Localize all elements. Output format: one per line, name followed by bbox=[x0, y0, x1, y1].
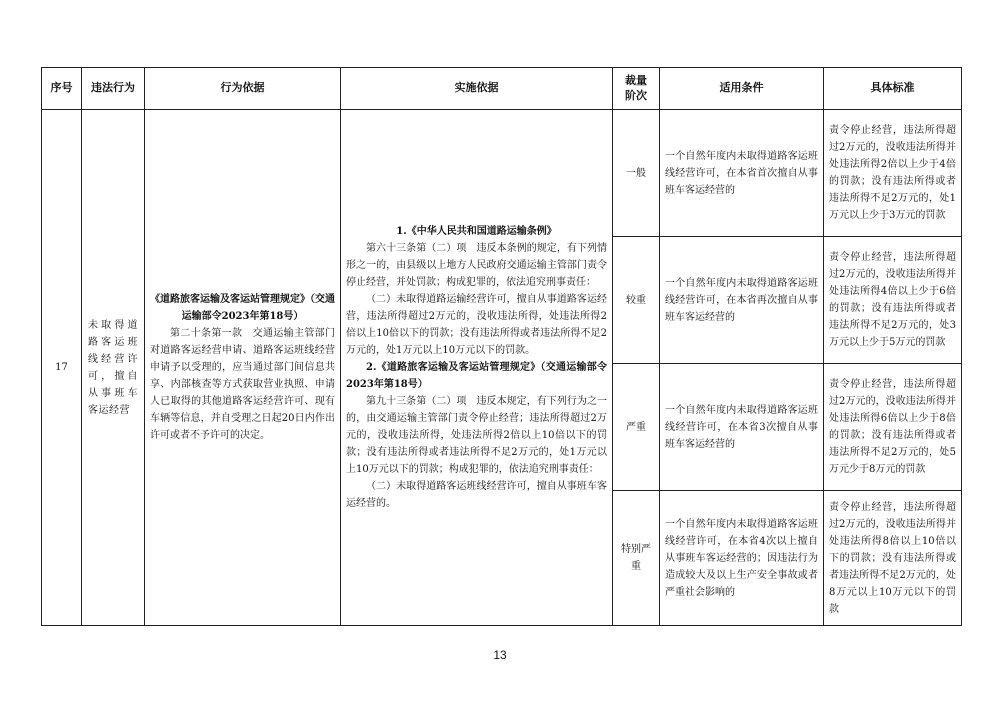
page-number: 13 bbox=[493, 648, 507, 662]
level-cell: 严重 bbox=[613, 364, 660, 491]
condition-cell: 一个自然年度内未取得道路客运班线经营许可，在本省4次以上擅自从事班车客运经营的；因违法行为造成较大及以上生产安全事故或者严重社会影响的 bbox=[660, 491, 824, 626]
header-level bbox=[613, 68, 660, 110]
header-standard: 具体标准 bbox=[824, 68, 962, 110]
level-cell: 一般 bbox=[613, 110, 660, 237]
condition-cell: 一个自然年度内未取得道路客运班线经营许可，在本省首次擅自从事班车客运经营的 bbox=[660, 110, 824, 237]
condition-cell: 一个自然年度内未取得道路客运班线经营许可，在本省3次擅自从事班车客运经营的 bbox=[660, 364, 824, 491]
impl-title-1: 1.《中华人民共和国道路运输条例》 bbox=[396, 226, 557, 237]
standard-cell: 责令停止经营，违法所得超过2万元的，没收违法所得并处违法所得6倍以上少于8倍的罚款；没有违法所得或者违法所得不足2万元的，处5万元少于8万元的罚款 bbox=[824, 364, 962, 491]
row-basis bbox=[145, 110, 341, 626]
table-header-row bbox=[42, 68, 962, 110]
row-number: 17 bbox=[42, 110, 82, 626]
standard-cell: 责令停止经营，违法所得超过2万元的，没收违法所得并处违法所得2倍以上少于4倍的罚款；没有违法所得或者违法所得不足2万元的，处1万元以上少于3万元的罚款 bbox=[824, 110, 962, 237]
level-cell: 较重 bbox=[613, 237, 660, 364]
basis-text: 第二十条第一款 交通运输主管部门对道路客运经营申请、道路客运班线经营申请予以受理的，应当通过部门间信息共享、内部核查等方式获取营业执照、申请人已取得的其他道路客运经营许可、现有车辆等信息，并自受理之日起20日内作出许可或者不予许可的决定。 bbox=[150, 328, 335, 441]
header-number: 序号 bbox=[42, 68, 82, 110]
header-violation: 违法行为 bbox=[82, 68, 145, 110]
header-condition: 适用条件 bbox=[660, 68, 824, 110]
impl-text-4: （二）未取得道路客运班线经营许可，擅自从事班车客运经营的。 bbox=[346, 481, 607, 509]
header-level-line2: 阶次 bbox=[625, 88, 647, 102]
header-implementation: 实施依据 bbox=[341, 68, 613, 110]
standard-cell: 责令停止经营，违法所得超过2万元的，没收违法所得并处违法所得8倍以上10倍以下的罚款；没有违法所得或者违法所得不足2万元的，处8万元以上10万元以下的罚款 bbox=[824, 491, 962, 626]
enforcement-table bbox=[41, 67, 962, 626]
row-violation: 未取得道路客运班线经营许可，擅自从事班车客运经营 bbox=[82, 110, 145, 626]
basis-title: 《道路旅客运输及客运站管理规定》（交通运输部令2023年第18号） bbox=[150, 294, 335, 322]
impl-text-1: 第六十三条第（二）项 违反本条例的规定，有下列情形之一的，由县级以上地方人民政府交通运输主管部门责令停止经营，并处罚款；构成犯罪的，依法追究刑事责任： bbox=[346, 243, 607, 288]
impl-text-2: （二）未取得道路运输经营许可，擅自从事道路客运经营，违法所得超过2万元的，没收违法所得，处违法所得2倍以上10倍以下的罚款；没有违法所得或者违法所得不足2万元的，处1万元以上10万元以下的罚款。 bbox=[346, 294, 607, 356]
impl-title-2: 2.《道路旅客运输及客运站管理规定》（交通运输部令2023年第18号） bbox=[346, 362, 607, 390]
level-cell: 特别严重 bbox=[613, 491, 660, 626]
table-row bbox=[42, 110, 962, 237]
impl-text-3: 第九十三条第（二）项 违反本规定，有下列行为之一的，由交通运输主管部门责令停止经营；违法所得超过2万元的，没收违法所得，处违法所得2倍以上10倍以下的罚款；没有违法所得或者违法所得不足2万元的，处1万元以上10万元以下的罚款；构成犯罪的，依法追究刑事责任： bbox=[346, 396, 607, 475]
condition-cell: 一个自然年度内未取得道路客运班线经营许可，在本省再次擅自从事班车客运经营的 bbox=[660, 237, 824, 364]
standard-cell: 责令停止经营，违法所得超过2万元的，没收违法所得并处违法所得4倍以上少于6倍的罚款；没有违法所得或者违法所得不足2万元的，处3万元以上少于5万元的罚款 bbox=[824, 237, 962, 364]
header-basis: 行为依据 bbox=[145, 68, 341, 110]
header-level-line1: 裁量 bbox=[625, 73, 647, 87]
row-implementation bbox=[341, 110, 613, 626]
